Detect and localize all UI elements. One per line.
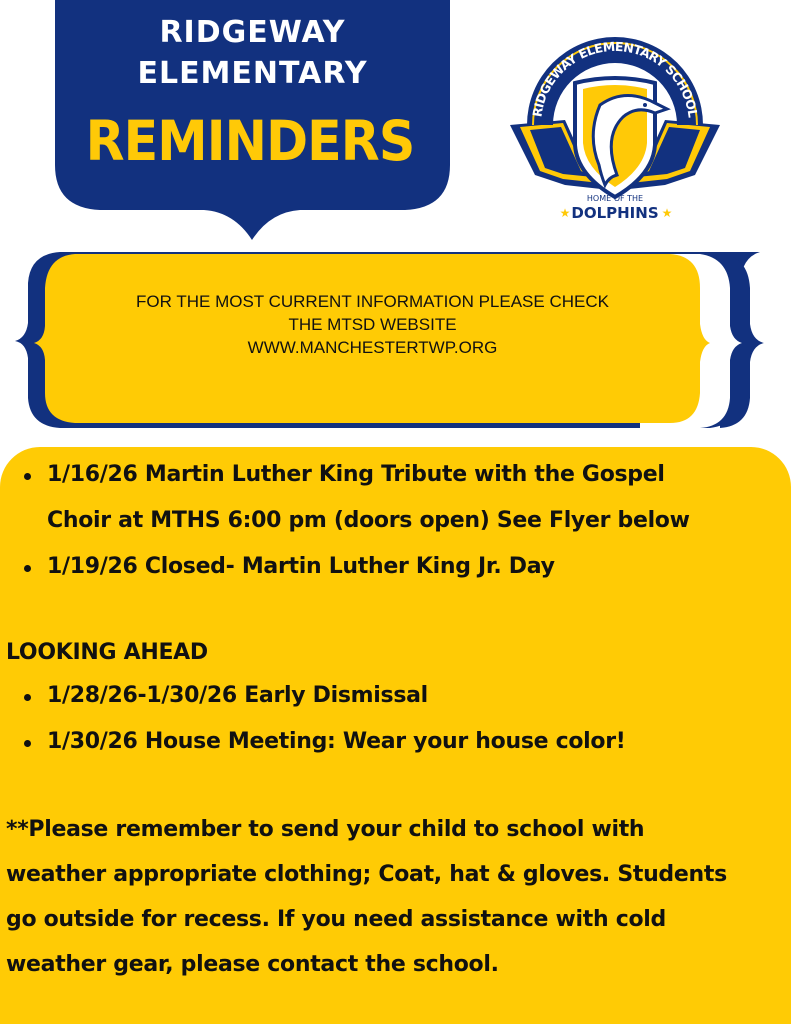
weather-note <box>6 807 791 987</box>
svg-text:DOLPHINS: DOLPHINS <box>571 204 659 222</box>
upcoming-events <box>0 452 770 590</box>
info-line: FOR THE MOST CURRENT INFORMATION PLEASE CHECK <box>136 292 609 311</box>
event-item: 1/28/26-1/30/26 Early Dismissal <box>0 673 770 719</box>
website-link[interactable]: WWW.MANCHESTERTWP.ORG <box>247 338 498 357</box>
school-logo <box>505 25 725 225</box>
note-line: go outside for recess. If you need assistance with cold <box>6 907 666 932</box>
note-line: weather appropriate clothing; Coat, hat & gloves. Students <box>6 862 727 887</box>
school-name-line2: ELEMENTARY <box>137 56 368 91</box>
event-item: 1/30/26 House Meeting: Wear your house color! <box>0 719 770 765</box>
star-icon: ★ <box>661 206 673 220</box>
info-callout <box>0 248 791 433</box>
info-message <box>45 290 700 359</box>
svg-text:RIDGEWAY ELEMENTARY SCHOOL: RIDGEWAY ELEMENTARY SCHOOL <box>529 38 701 119</box>
event-item: 1/19/26 Closed- Martin Luther King Jr. Day <box>0 544 770 590</box>
looking-ahead-events <box>0 673 770 765</box>
reminders-panel <box>0 447 791 1024</box>
star-icon: ★ <box>559 206 571 220</box>
svg-text:HOME OF THE: HOME OF THE <box>586 194 644 203</box>
page-title: REMINDERS <box>85 109 415 173</box>
note-line: **Please remember to send your child to school with <box>6 817 645 842</box>
info-line: THE MTSD WEBSITE <box>288 315 457 334</box>
note-line: weather gear, please contact the school. <box>6 952 499 977</box>
event-item: 1/16/26 Martin Luther King Tribute with the Gospel Choir at MTHS 6:00 pm (doors open) See Flyer below <box>0 452 770 544</box>
looking-ahead-heading: LOOKING AHEAD <box>6 640 208 665</box>
header-banner <box>0 0 460 245</box>
school-name-line1: RIDGEWAY <box>159 15 346 50</box>
